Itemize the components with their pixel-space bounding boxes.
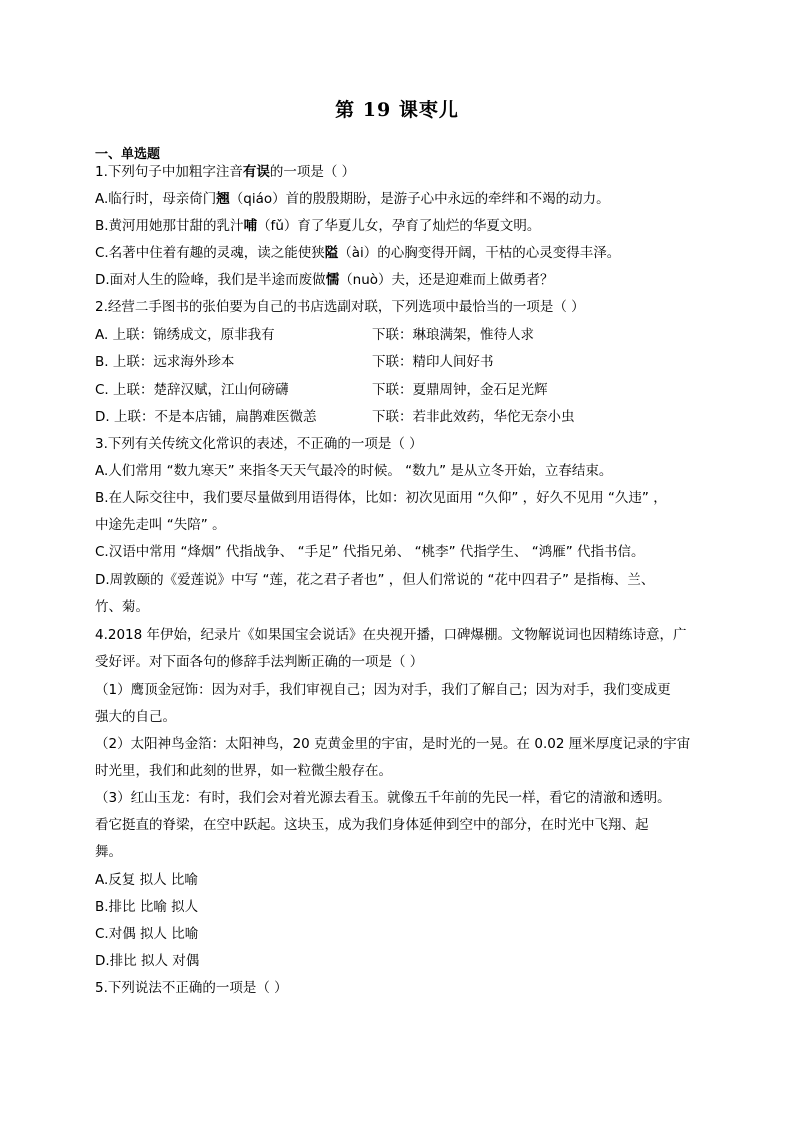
- section-heading: 一、单选题: [95, 147, 161, 162]
- q1d-bold-char: 懦: [325, 272, 340, 288]
- q4-passage-3-line1: （3）红山玉龙：有时，我们会对着光源去看玉。就像五千年前的先民一样，看它的清澈和透明。: [95, 790, 671, 806]
- q3-option-d-line1: D.周敦颐的《爱莲说》中写 “莲，花之君子者也” ，但人们常说的 “花中四君子” 是指梅、兰、: [95, 572, 655, 588]
- question-1-stem: [95, 163, 355, 181]
- q4-passage-3-line2: 看它挺直的脊梁，在空中跃起。这块玉，成为我们身体延伸到空中的部分，在时光中飞翔、起: [95, 817, 649, 833]
- q1a-text-b: （qiáo）首的殷殷期盼，是游子心中永远的牵绊和不竭的动力。: [229, 191, 610, 207]
- q1-option-b: [95, 217, 540, 235]
- q1a-text-a: A.临行时，母亲倚门: [95, 191, 217, 207]
- q4-option-b: B.排比 比喻 拟人: [95, 899, 199, 915]
- q1a-bold-char: 翘: [216, 191, 230, 207]
- q2-option-b-left: B. 上联：远求海外珍本: [95, 354, 235, 370]
- q4-passage-1-line1: （1）鹰顶金冠饰：因为对手，我们审视自己；因为对手，我们了解自己；因为对手，我们变成更: [95, 682, 671, 698]
- q1-stem-bold: 有误: [242, 164, 270, 180]
- q2-option-c-right: 下联：夏鼎周钟，金石足光辉: [372, 382, 548, 398]
- q1-option-d: [95, 271, 554, 289]
- question-2-stem: 2.经营二手图书的张伯要为自己的书店选副对联，下列选项中最恰当的一项是（ ）: [95, 299, 585, 315]
- q4-option-d: D.排比 拟人 对偶: [95, 953, 200, 969]
- q2-option-c-left: C. 上联：楚辞汉赋，江山何磅礴: [95, 382, 289, 398]
- q3-option-d-line2: 竹、菊。: [95, 599, 149, 615]
- q4-passage-2-line1: （2）太阳神鸟金箔：太阳神鸟，20 克黄金里的宇宙，是时光的一晃。在 0.02 厘米厚度记录的宇宙: [95, 736, 691, 752]
- q4-passage-1-line2: 强大的自己。: [95, 709, 176, 725]
- q1d-text-b: （nuò）夫，还是迎难而上做勇者？: [339, 272, 554, 288]
- question-5-stem: 5.下列说法不正确的一项是（ ）: [95, 980, 288, 996]
- question-3-stem: 3.下列有关传统文化常识的表述，不正确的一项是（ ）: [95, 436, 423, 452]
- q1b-text-a: B.黄河用她那甘甜的乳汁: [95, 218, 244, 234]
- q4-option-c: C.对偶 拟人 比喻: [95, 926, 199, 942]
- q1b-bold-char: 哺: [243, 218, 258, 234]
- q3-option-c: C.汉语中常用 “烽烟” 代指战争、 “手足” 代指兄弟、 “桃李” 代指学生、 “鸿雁” 代指书信。: [95, 544, 645, 560]
- q1c-text-b: （ài）的心胸变得开阔，干枯的心灵变得丰泽。: [338, 245, 621, 261]
- q2-option-a-left: A. 上联：锦绣成文，原非我有: [95, 327, 275, 343]
- q2-option-b-right: 下联：精印人间好书: [372, 354, 494, 370]
- q1d-text-a: D.面对人生的险峰，我们是半途而废做: [95, 272, 326, 288]
- q4-passage-3-line3: 舞。: [95, 844, 122, 860]
- question-4-stem-line1: 4.2018 年伊始，纪录片《如果国宝会说话》在央视开播，口碑爆棚。文物解说词也因精练诗意，广: [95, 627, 687, 643]
- q1c-text-a: C.名著中住着有趣的灵魂，读之能使狭: [95, 245, 325, 261]
- question-4-stem-line2: 受好评。对下面各句的修辞手法判断正确的一项是（ ）: [95, 654, 424, 670]
- q1b-text-b: （fǔ）育了华夏儿女，孕育了灿烂的华夏文明。: [257, 218, 541, 234]
- q3-option-b-line2: 中途先走叫 “失陪” 。: [95, 517, 226, 533]
- q4-option-a: A.反复 拟人 比喻: [95, 872, 198, 888]
- q1-stem-part-a: 1.下列句子中加粗字注音: [95, 164, 243, 180]
- q1-option-a: [95, 190, 610, 208]
- q2-option-d-right: 下联：若非此效药，华佗无奈小虫: [372, 409, 575, 425]
- q4-passage-2-line2: 时光里，我们和此刻的世界，如一粒微尘般存在。: [95, 763, 392, 779]
- q3-option-a: A.人们常用 “数九寒天” 来指冬天天气最冷的时候。 “数九” 是从立冬开始，立春结束。: [95, 463, 613, 479]
- page-title: 第 19 课枣儿: [335, 99, 459, 121]
- q3-option-b-line1: B.在人际交往中，我们要尽量做到用语得体，比如：初次见面用 “久仰” ，好久不见用 “久违” ，: [95, 490, 667, 506]
- q1c-bold-char: 隘: [324, 245, 339, 261]
- q1-stem-part-b: 的一项是（ ）: [269, 164, 356, 180]
- q2-option-d-left: D. 上联：不是本店铺，扁鹊难医微恙: [95, 409, 317, 425]
- q2-option-a-right: 下联：琳琅满架，惟待人求: [372, 327, 534, 343]
- q1-option-c: [95, 244, 620, 262]
